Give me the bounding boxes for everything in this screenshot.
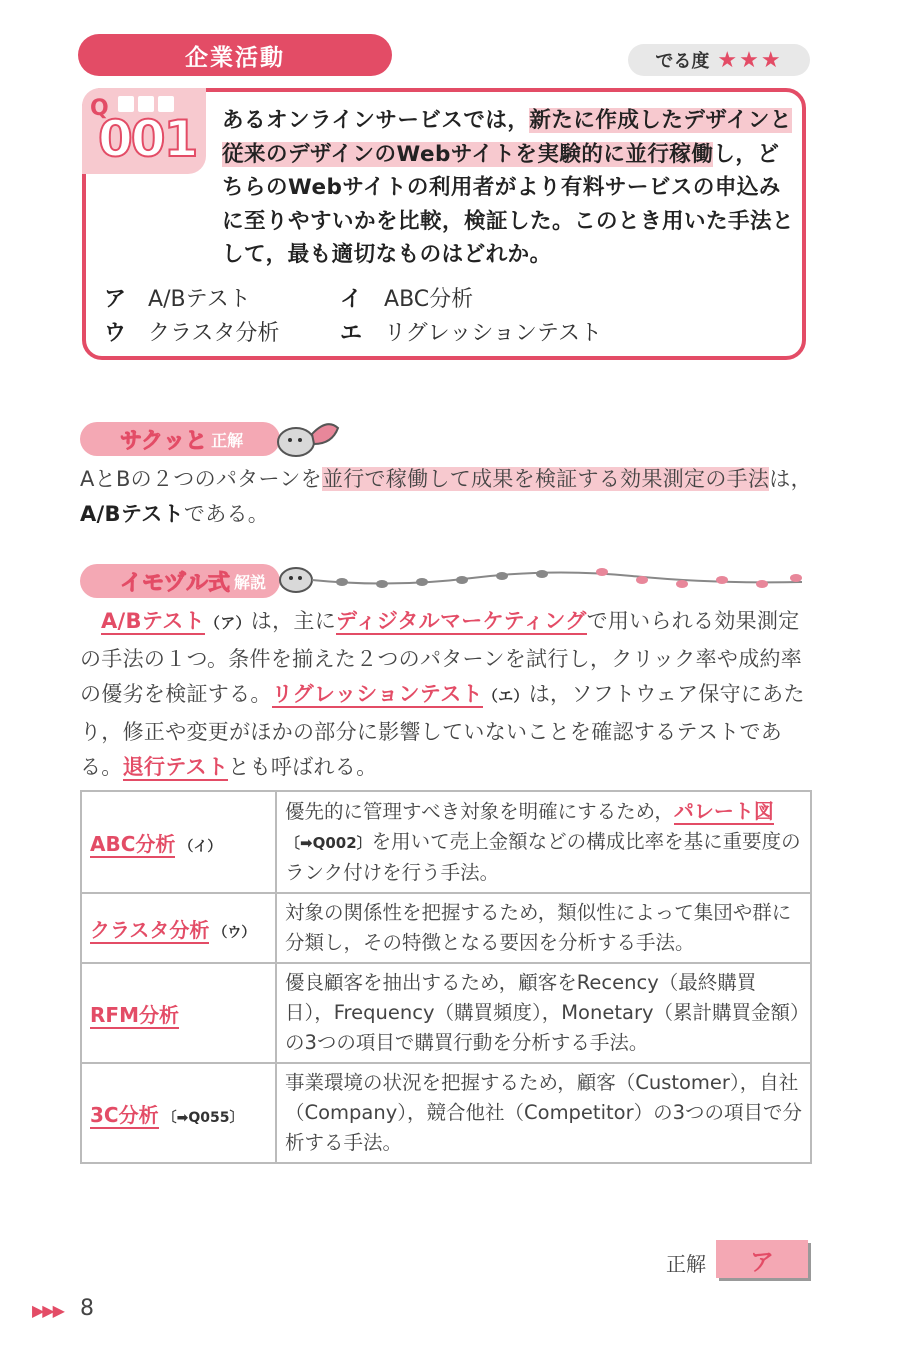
page-arrow-icon: ▶▶▶: [32, 1301, 63, 1320]
mascot-icon: [272, 414, 342, 460]
table-desc-cell: [276, 791, 811, 893]
table-desc: 対象の関係性を把握するため，類似性によって集団や群に分類し，その特徴となる要因を分析する手法。: [285, 901, 792, 954]
explanation-part: は，ソフトウェア保守にあたり，修正や変更がほかの部分に影響していないことを確認するテストである。: [80, 682, 805, 779]
option-text: リグレッションテスト: [384, 321, 603, 346]
frequency-badge: [628, 44, 810, 76]
quick-answer-header: [80, 422, 280, 456]
keyword-ab-test: A/Bテスト: [101, 609, 205, 633]
explanation-title: イモヅル式: [120, 570, 231, 596]
category-title: 企業活動: [185, 44, 285, 71]
table-term-note: 〔➡Q055〕: [162, 1109, 244, 1126]
table-term-note: （ウ）: [213, 924, 256, 941]
option-key: ア: [104, 287, 127, 312]
table-row: [81, 1063, 811, 1163]
table-row: [81, 893, 811, 963]
quick-answer-term: A/Bテスト: [80, 502, 184, 526]
option-text: A/Bテスト: [148, 287, 251, 312]
keyword-pareto-chart: パレート図: [673, 799, 774, 823]
answer-value: ア: [750, 1247, 774, 1276]
cross-reference: 〔➡Q002〕: [285, 834, 372, 852]
quick-text-part: AとBの２つのパターンを: [80, 467, 322, 491]
option-u: [104, 316, 279, 347]
table-term-cell: [81, 963, 276, 1063]
option-text: クラスタ分析: [148, 321, 280, 346]
question-text-highlight: 新たに作成したデザインと従来のデザインのWebサイトを実験的に並行稼働: [222, 108, 792, 167]
table-term-cell: [81, 893, 276, 963]
question-letter: Q: [90, 96, 109, 121]
explanation-text: [80, 604, 815, 786]
quick-text-part: である。: [183, 502, 270, 526]
table-desc-cell: [276, 963, 811, 1063]
keyword-digital-marketing: ディジタルマーケティング: [336, 609, 587, 633]
option-a: [104, 282, 251, 313]
option-i: [340, 282, 473, 313]
question-number: 001: [98, 110, 197, 168]
option-ref: （エ）: [482, 687, 529, 705]
option-key: エ: [340, 321, 363, 346]
table-desc: 優良顧客を抽出するため，顧客をRecency（最終購買日），Frequency（購買頻度），Monetary（累計購買金額）の3つの項目で購買行動を分析する手法。: [285, 971, 800, 1054]
option-key: イ: [340, 287, 363, 312]
table-row: [81, 791, 811, 893]
option-text: ABC分析: [384, 287, 474, 312]
question-text-part: あるオンラインサービスでは，: [222, 108, 530, 133]
answer-label: 正解: [666, 1252, 706, 1276]
quick-text-part: は，: [769, 467, 812, 491]
table-desc: を用いて売上金額などの構成比率を基に重要度のランク付けを行う手法。: [285, 830, 801, 884]
explanation-part: とも呼ばれる。: [228, 755, 378, 779]
quick-text-highlight: 並行で稼働して成果を検証する効果測定の手法: [321, 467, 770, 491]
option-key: ウ: [104, 321, 127, 346]
explanation-header: [80, 564, 280, 598]
table-term-note: （イ）: [179, 838, 222, 855]
star-icon: ★★★: [717, 47, 783, 73]
table-desc: 事業環境の状況を把握するため，顧客（Customer），自社（Company），競合他社（Competitor）の3つの項目で分析する手法。: [285, 1071, 802, 1154]
frequency-label: でる度: [655, 51, 710, 72]
page-number: 8: [80, 1296, 94, 1321]
explanation-part: は，主に: [250, 609, 336, 633]
keyword-regression-alias: 退行テスト: [122, 755, 229, 779]
table-term-cell: [81, 1063, 276, 1163]
quick-subtitle: 正解: [211, 430, 244, 450]
comparison-table: [80, 790, 812, 1164]
question-text-part: し，どちらのWebサイトの利用者がより有料サービスの申込みに至りやすいかを比較，検証した。このとき用いた手法として，最も適切なものはどれか。: [222, 141, 795, 267]
quick-title: サクッと: [120, 428, 208, 454]
table-desc: 優先的に管理すべき対象を明確にするため，: [285, 800, 674, 823]
answer-box: [716, 1240, 808, 1278]
table-desc-cell: [276, 1063, 811, 1163]
explanation-part: で用いられる効果測定の手法の１つ。条件を揃えた２つのパターンを試行し，クリック率や成約率の優劣を検証する。: [80, 609, 803, 706]
option-e: [340, 316, 602, 347]
table-term: ABC分析: [90, 831, 176, 856]
explanation-subtitle: 解説: [234, 572, 267, 592]
keyword-regression-test: リグレッションテスト: [271, 682, 483, 706]
table-term: RFM分析: [90, 1002, 179, 1027]
question-text: [222, 104, 794, 272]
vine-decoration-icon: [272, 558, 812, 598]
table-desc-cell: [276, 893, 811, 963]
category-banner: [78, 34, 392, 76]
table-term: クラスタ分析: [90, 917, 210, 942]
table-term-cell: [81, 791, 276, 893]
option-ref: （ア）: [204, 614, 251, 632]
table-row: [81, 963, 811, 1063]
table-term: 3C分析: [90, 1102, 159, 1127]
quick-answer-text: [80, 462, 815, 532]
